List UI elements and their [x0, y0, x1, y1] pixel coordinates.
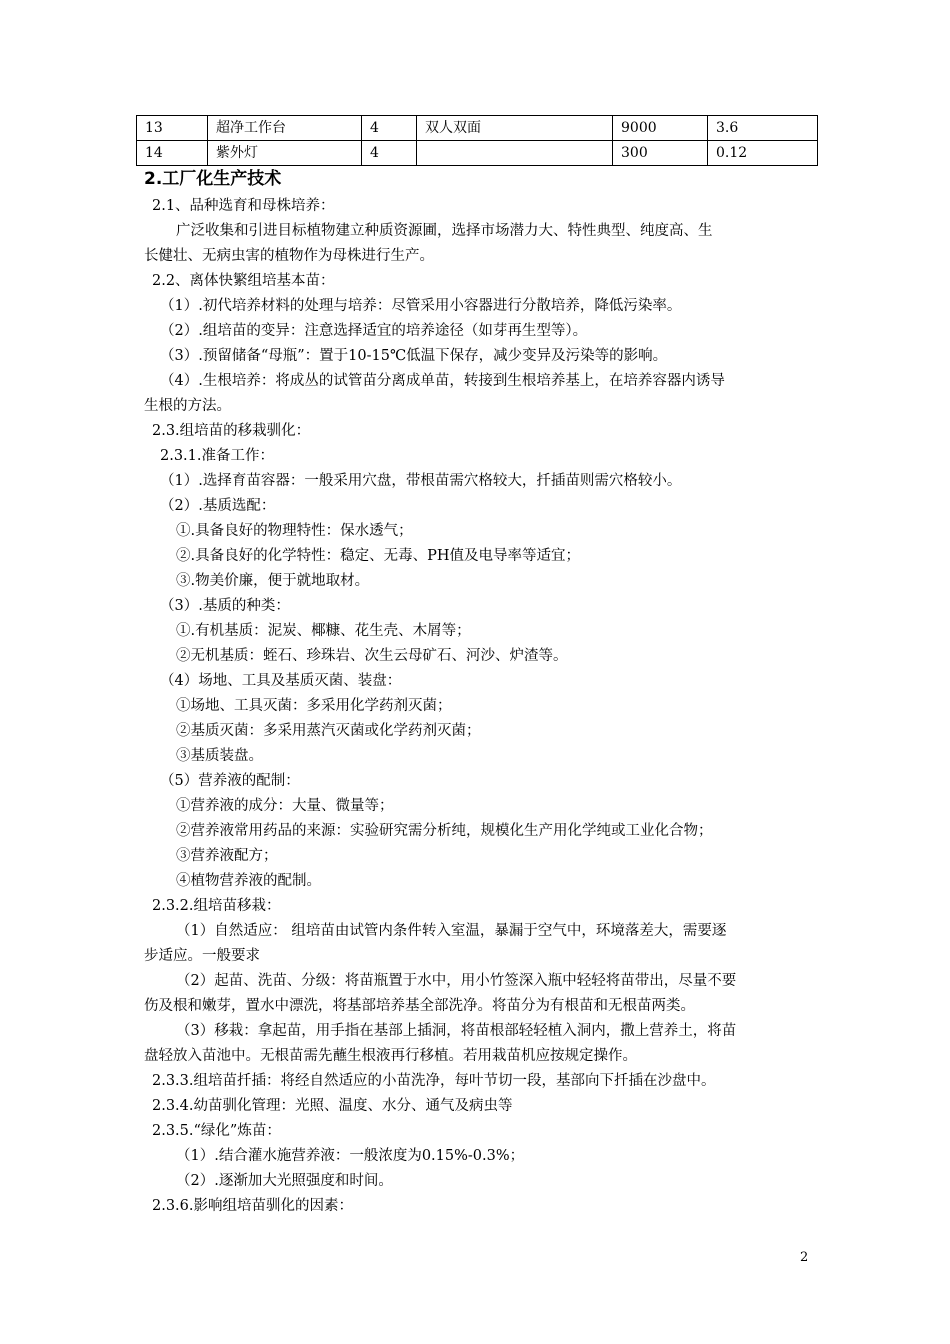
section-title: 2.工厂化生产技术: [144, 169, 282, 189]
table-row: [137, 116, 818, 141]
text-line: 2.3.5.“绿化”炼苗：: [152, 1123, 281, 1139]
text-line: 2.2、离体快繁组培基本苗：: [152, 273, 335, 289]
table-cell: [417, 141, 613, 166]
text-line: （4）场地、工具及基质灭菌、装盘：: [160, 673, 402, 689]
text-line: 步适应。一般要求: [144, 948, 260, 964]
text-line: ②基质灭菌：多采用蒸汽灭菌或化学药剂灭菌；: [176, 723, 481, 739]
text-line: 2.3.6.影响组培苗驯化的因素：: [152, 1198, 354, 1214]
text-line: ③营养液配方；: [176, 848, 278, 864]
text-line: （3）.基质的种类：: [160, 598, 290, 614]
text-line: ①.具备良好的物理特性：保水透气；: [176, 523, 413, 539]
text-line: （3）.预留储备“母瓶”：置于10-15℃低温下保存，减少变异及污染等的影响。: [160, 348, 668, 364]
table-cell: 4: [362, 141, 417, 166]
text-line: （2）.组培苗的变异：注意选择适宜的培养途径（如芽再生型等）。: [160, 323, 588, 339]
text-line: 2.3.4.幼苗驯化管理：光照、温度、水分、通气及病虫等: [152, 1098, 513, 1114]
text-line: 盘轻放入苗池中。无根苗需先蘸生根液再行移植。若用栽苗机应按规定操作。: [144, 1048, 637, 1064]
table-cell: 14: [137, 141, 208, 166]
text-line: ①营养液的成分：大量、微量等；: [176, 798, 394, 814]
text-line: （1）.结合灌水施营养液：一般浓度为0.15%-0.3%；: [176, 1148, 525, 1164]
text-line: （2）.基质选配：: [160, 498, 276, 514]
text-line: （1）.选择育苗容器：一般采用穴盘，带根苗需穴格较大，扦插苗则需穴格较小。: [160, 473, 682, 489]
text-line: （4）.生根培养：将成丛的试管苗分离成单苗，转接到生根培养基上，在培养容器内诱导: [160, 373, 725, 389]
table-row: [137, 141, 818, 166]
text-line: ①.有机基质：泥炭、椰糠、花生壳、木屑等；: [176, 623, 471, 639]
text-line: 2.3.3.组培苗扦插：将经自然适应的小苗洗净，每叶节切一段，基部向下扦插在沙盘中。: [152, 1073, 716, 1089]
text-line: （2）起苗、洗苗、分级：将苗瓶置于水中，用小竹签深入瓶中轻轻将苗带出，尽量不要: [176, 973, 737, 989]
text-line: 2.3.组培苗的移栽驯化：: [152, 423, 311, 439]
table-cell: 超净工作台: [208, 116, 362, 141]
text-line: ②.具备良好的化学特性：稳定、无毒、PH值及电导率等适宜；: [176, 548, 581, 564]
text-line: （1）.初代培养材料的处理与培养：尽管采用小容器进行分散培养，降低污染率。: [160, 298, 682, 314]
text-line: ④植物营养液的配制。: [176, 873, 321, 889]
text-line: 生根的方法。: [144, 398, 231, 414]
table-cell: 3.6: [708, 116, 818, 141]
text-line: 2.3.2.组培苗移栽：: [152, 898, 281, 914]
text-line: 长健壮、无病虫害的植物作为母株进行生产。: [144, 248, 434, 264]
text-line: 2.3.1.准备工作：: [160, 448, 275, 464]
text-line: （2）.逐渐加大光照强度和时间。: [176, 1173, 393, 1189]
table-cell: 13: [137, 116, 208, 141]
text-line: （1）自然适应： 组培苗由试管内条件转入室温，暴漏于空气中，环境落差大，需要逐: [176, 923, 727, 939]
page-number: 2: [800, 1250, 809, 1265]
text-line: 广泛收集和引进目标植物建立种质资源圃，选择市场潜力大、特性典型、纯度高、生: [176, 223, 713, 239]
table-cell: 0.12: [708, 141, 818, 166]
text-line: ①场地、工具灭菌：多采用化学药剂灭菌；: [176, 698, 452, 714]
text-line: 2.1、品种选育和母株培养：: [152, 198, 335, 214]
table-cell: 9000: [613, 116, 708, 141]
text-line: ③基质装盘。: [176, 748, 263, 764]
text-line: 伤及根和嫩芽，置水中漂洗，将基部培养基全部洗净。将苗分为有根苗和无根苗两类。: [144, 998, 695, 1014]
text-line: （5）营养液的配制：: [160, 773, 300, 789]
text-line: （3）移栽：拿起苗，用手指在基部上插洞，将苗根部轻轻植入洞内，撒上营养土，将苗: [176, 1023, 737, 1039]
table-cell: 300: [613, 141, 708, 166]
table-cell: 4: [362, 116, 417, 141]
table-cell: 紫外灯: [208, 141, 362, 166]
table-cell: 双人双面: [417, 116, 613, 141]
text-line: ②无机基质：蛭石、珍珠岩、次生云母矿石、河沙、炉渣等。: [176, 648, 568, 664]
equipment-table: [136, 115, 818, 166]
text-line: ③.物美价廉，便于就地取材。: [176, 573, 370, 589]
text-line: ②营养液常用药品的来源：实验研究需分析纯，规模化生产用化学纯或工业化合物；: [176, 823, 713, 839]
